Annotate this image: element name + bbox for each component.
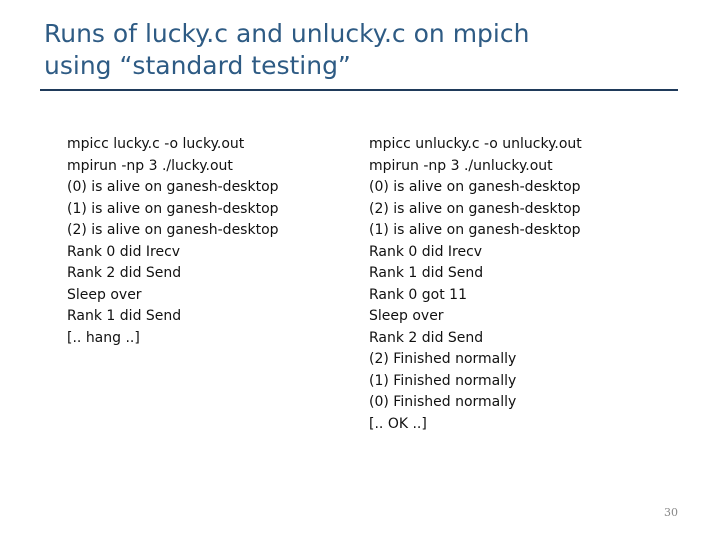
output-line: (2) is alive on ganesh-desktop xyxy=(67,222,279,238)
unlucky-run-output xyxy=(369,134,582,435)
output-line: (2) Finished normally xyxy=(369,351,517,367)
slide-title xyxy=(44,18,684,82)
output-line: mpicc lucky.c -o lucky.out xyxy=(67,136,245,152)
output-line: (0) Finished normally xyxy=(369,394,517,410)
output-line: mpirun -np 3 ./lucky.out xyxy=(67,157,233,174)
slide-title-line-1: Runs of lucky.c and unlucky.c on mpich xyxy=(44,19,530,48)
output-line: Rank 0 got 11 xyxy=(369,286,467,303)
output-line: [.. OK ..] xyxy=(369,415,427,432)
output-line: Rank 1 did Send xyxy=(67,308,182,324)
page-number: 30 xyxy=(664,506,678,519)
output-line: (1) is alive on ganesh-desktop xyxy=(67,200,279,217)
output-line: Rank 0 did Irecv xyxy=(67,243,181,260)
output-line: mpicc unlucky.c -o unlucky.out xyxy=(369,136,582,152)
output-line: [.. hang ..] xyxy=(67,329,140,346)
output-line: (2) is alive on ganesh-desktop xyxy=(369,200,581,217)
output-line: Rank 0 did Irecv xyxy=(369,243,483,260)
output-line: Rank 2 did Send xyxy=(67,265,182,281)
slide-title-line-2: using “standard testing” xyxy=(44,51,351,80)
output-line: (1) Finished normally xyxy=(369,372,517,389)
output-line: (0) is alive on ganesh-desktop xyxy=(67,179,279,195)
output-line: (0) is alive on ganesh-desktop xyxy=(369,179,581,195)
output-line: mpirun -np 3 ./unlucky.out xyxy=(369,157,553,174)
output-line: Sleep over xyxy=(369,308,444,324)
title-divider xyxy=(40,89,678,91)
output-line: Rank 2 did Send xyxy=(369,329,484,346)
lucky-run-output xyxy=(67,134,279,349)
output-line: Rank 1 did Send xyxy=(369,265,484,281)
output-line: (1) is alive on ganesh-desktop xyxy=(369,222,581,238)
output-line: Sleep over xyxy=(67,286,142,303)
